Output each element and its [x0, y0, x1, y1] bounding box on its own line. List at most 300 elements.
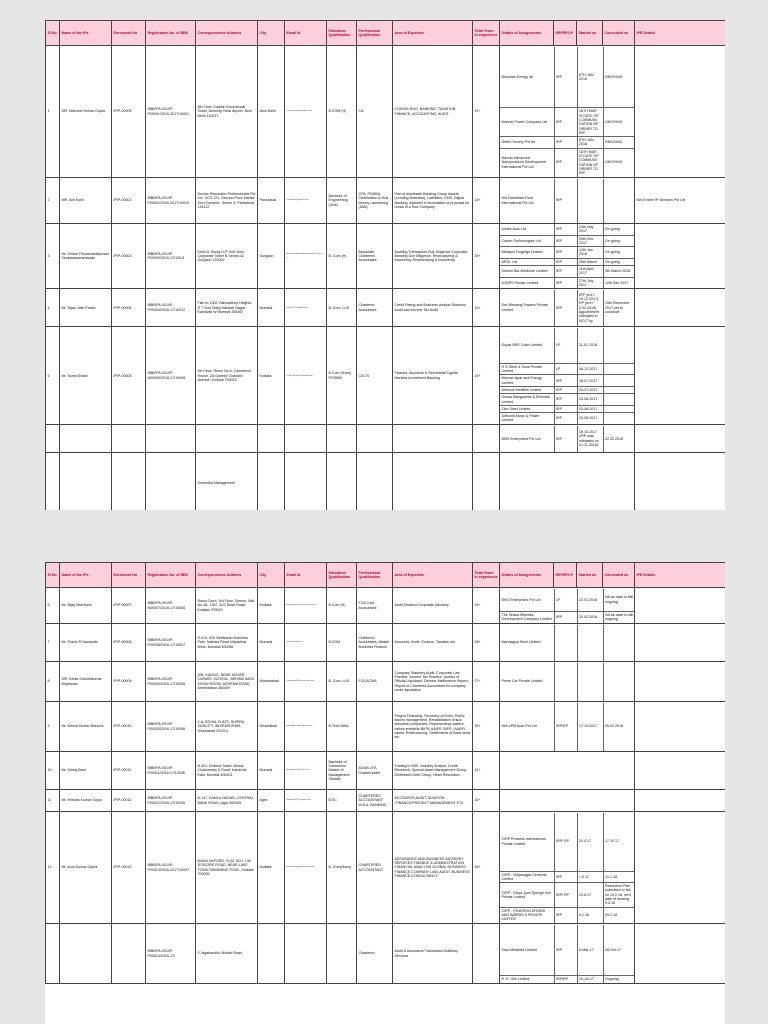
assignment-concluded-on: Resolution Plan submitted to NA on 19.2.18, next date of hearing 9.3.18: [603, 883, 635, 907]
area-of-expertise: ACCOUNTS,AUDIT,TAXATION ,FINANCE/PROJECT MANAGEMENT ETC.: [393, 790, 473, 812]
serial-number: 11: [46, 790, 60, 812]
ip-name: Mr. Tejas Jatin Parikh: [60, 289, 112, 327]
table-row: [46, 224, 726, 289]
table-row: [46, 425, 726, 453]
assignment-row: [500, 871, 635, 883]
enrolment-number: IP/P-00011: [112, 752, 146, 790]
assignment-row: [500, 179, 635, 223]
ip-name: Mr. Pravin R Navandar: [60, 624, 112, 662]
assignment-details: Navran Advanced Nanoproducts Development International Pvt Ltd: [500, 148, 554, 176]
table-row: [46, 46, 726, 178]
area-of-expertise: ASSURANCE AND BUSINESS ADVISORY SERVICES FINANCE & ADMINISTRATION FINANCIAL ANALYSIS GLOBAL BUSINESS FINANCE COMPANY LAW, AUDIT, BUSINESS FINANCE CONSULTANCY: [393, 812, 473, 924]
assignments-table: [500, 47, 635, 177]
education-qualification: B. Com(Hons): [327, 812, 357, 924]
assignments-cell: [500, 702, 635, 752]
assignment-started-on: 24-07-2017: [577, 386, 603, 393]
assignment-details: Castex Technologies Ltd: [500, 235, 554, 247]
document-page-1: [45, 20, 725, 510]
assignment-row: [500, 148, 635, 176]
assignment-role: IRP: [554, 148, 577, 176]
assignment-started-on: 1.5.17: [577, 871, 603, 883]
email-id: kediasub@kediaaccord.com: [285, 662, 327, 702]
professional-qualification: [357, 453, 393, 510]
correspondence-address: Flat no 1302 Vishwadeep Heights, R T Soni Marg Mahavir Nagar Kandivali W Mumbai 400067: [196, 289, 258, 327]
assignment-started-on: 17.10.2017: [577, 703, 603, 751]
assignment-details: The Orissa Minerals Development Company Limited: [500, 611, 554, 622]
assignment-role: IRP/RP: [554, 703, 577, 751]
total-years-experience: 32+: [473, 790, 500, 812]
assignment-role: IRP: [554, 277, 577, 288]
assignment-details: Prime Car Private Limited: [500, 663, 554, 701]
email-id: pravin@prnco.in: [285, 624, 327, 662]
ipe-details: [635, 702, 726, 752]
assignment-concluded-on: [603, 328, 635, 364]
column-header: Details of Assignments: [500, 21, 554, 46]
assignment-role: IRP: [554, 611, 577, 622]
table-row: [46, 702, 726, 752]
assignment-started-on: 03-08-2017: [577, 413, 603, 424]
enrolment-number: IP/P-00003: [112, 224, 146, 289]
assignment-row: [500, 883, 635, 907]
ip-table: [45, 562, 725, 984]
total-years-experience: 35+: [473, 702, 500, 752]
assignment-row: [500, 925, 635, 976]
area-of-expertise: [393, 453, 473, 510]
assignment-role: IRP: [554, 426, 577, 452]
assignments-cell: [500, 790, 635, 812]
assignment-role: IRP: [554, 108, 577, 137]
assignment-details: Gettit Grocery Pvt ltd: [500, 137, 554, 149]
assignments-cell: [500, 224, 635, 289]
education-qualification: B Com (Hons) PGDBM: [327, 327, 357, 425]
assignment-started-on: 20-Jul-17: [577, 976, 603, 983]
assignment-details: BHD Enterprises Pvt Ltd: [500, 426, 554, 452]
assignment-concluded-on: ONGOING: [603, 108, 635, 137]
professional-qualification: FCA Cost Accountant: [357, 588, 393, 624]
assignment-details: ARGL Ltd: [500, 258, 554, 265]
email-id: [285, 453, 327, 510]
ip-name: Mr. Bijay Murmuria: [60, 588, 112, 624]
assignment-started-on: IRP (w.e.f 15.12.2017) RP (w.e.f 2.02.2018) Appointment intimated to NCLT by: [577, 290, 603, 326]
column-header: Enrolment No: [112, 21, 146, 46]
ipe-details: [635, 327, 726, 425]
assignment-started-on: 27th July 2017: [577, 277, 603, 288]
area-of-expertise: Part of wholesale Banking Group Assets (Lending Business), Liabilities, CMS, Digital Banking. Assisted in formulation of proposal for rehab of a Sick Company: [393, 178, 473, 224]
total-years-experience: 24+: [473, 588, 500, 624]
assignment-row: [500, 258, 635, 265]
table-row: [46, 752, 726, 790]
ip-name: Mr. Sumit Binani: [60, 327, 112, 425]
assignment-details: Bhushan Energy ltd: [500, 47, 554, 108]
assignment-details: M/s UPM Auto Pvt Ltd: [500, 703, 554, 751]
professional-qualification: Associate Chartered Accountant: [357, 224, 393, 289]
assignment-started-on: 24th July 2017: [577, 224, 603, 235]
total-years-experience: [473, 425, 500, 453]
assignment-row: [500, 813, 635, 872]
city: Ghaziabad: [258, 702, 285, 752]
email-id: sumit_binani@hotmail.com: [285, 327, 327, 425]
assignment-concluded-on: [603, 386, 635, 393]
area-of-expertise: Trading in BSE, Industry Analyst, Credit Research, Special Asset Management Group, Distressed Debt Group, Head Resolution: [393, 752, 473, 790]
ipe-details: [635, 662, 726, 702]
education-qualification: B.Com (H): [327, 588, 357, 624]
area-of-expertise: Project Financing, Recovery of Dues, Public Issues management, Rehabilitation of sick industrial companies, Representing matters before erstwhile BIFR/ AAIFR, BIFR / AAIFR cases, Restructuring, Settlements of Bank dues etc: [393, 702, 473, 752]
registration-number: IBBI/IPA-001/IP-P00011/2016-17/10035: [146, 752, 196, 790]
assignment-row: [500, 663, 635, 701]
column-header: IRP/RP/LP: [554, 21, 577, 46]
ipe-details: [635, 752, 726, 790]
assignment-details: Zion Steel Limited: [500, 405, 554, 412]
ip-name: [60, 924, 112, 984]
assignments-table: [500, 625, 635, 661]
column-header: Enrolment No: [112, 563, 146, 588]
ipe-details: M/s Ember IP Services Pvt Ltd: [635, 178, 726, 224]
assignment-row: [500, 976, 635, 983]
assignment-details: BHD Enterprises Pvt Ltd: [500, 589, 554, 612]
assignment-concluded-on: NA as case is still ongoing: [603, 589, 635, 612]
table-body: [46, 46, 726, 511]
ip-name: [60, 425, 112, 453]
assignment-concluded-on: ONGOING: [603, 137, 635, 149]
total-years-experience: 18+: [473, 178, 500, 224]
assignment-details: Siwo Metallics Limited: [500, 925, 554, 976]
assignment-role: IRP: [554, 137, 577, 149]
area-of-expertise: Audit,Taxation,Corporate Advisory: [393, 588, 473, 624]
assignment-started-on: 18-07-2017: [577, 375, 603, 387]
enrolment-number: IP/P-00004: [112, 289, 146, 327]
assignment-started-on: 9-Mar-17: [577, 925, 603, 976]
total-years-experience: 31+: [473, 752, 500, 790]
enrolment-number: IP/P-00009: [112, 662, 146, 702]
assignments-cell: [500, 812, 635, 924]
serial-number: 10: [46, 752, 60, 790]
table-row: [46, 289, 726, 327]
assignment-row: [500, 703, 635, 751]
assignment-role: IRP: [554, 871, 577, 883]
assignment-row: [500, 413, 635, 424]
assignments-cell: [500, 662, 635, 702]
ipe-details: [635, 812, 726, 924]
assignment-started-on: 16TH MAR IS DATE OF COMMUNI CATION OF ORDER TO IRP: [577, 108, 603, 137]
registration-number: IBBI/IPA-001/IP-P00010/2016-17/10056: [146, 702, 196, 752]
assignment-details: Sharon Bio-Medicine Limited: [500, 266, 554, 278]
assignment-role: LP: [554, 328, 577, 364]
total-years-experience: [473, 924, 500, 984]
assignment-concluded-on: [603, 394, 635, 406]
city: Agra: [258, 790, 285, 812]
correspondence-address: [196, 425, 258, 453]
education-qualification: [327, 425, 357, 453]
column-header: IPE Details: [635, 563, 726, 588]
correspondence-address: 205, KALING, NEAR MOUNT CARMEL SCHOOL, BEHIND BATA SHOW ROOM, ASHRAM ROAD, Ahmedabad 380009: [196, 662, 258, 702]
ip-name: [60, 453, 112, 510]
education-qualification: B. Com, LLB: [327, 662, 357, 702]
city: Ahmedabad: [258, 662, 285, 702]
city: Kolkata: [258, 588, 285, 624]
column-header: Started on: [577, 563, 603, 588]
serial-number: 4: [46, 289, 60, 327]
assignments-cell: [500, 425, 635, 453]
serial-number: [46, 425, 60, 453]
assignment-details: Adhunik Metaliks Limited: [500, 386, 554, 393]
ip-name: MR. Kedia Subodhkumar Brijmohan: [60, 662, 112, 702]
assignment-role: LP: [554, 363, 577, 375]
assignments-table: [500, 179, 635, 223]
email-id: kkgoyal1947@gmail.com: [285, 790, 327, 812]
area-of-expertise: Auditing Transaction Due Diligence Corporate Banking Due Diligence, Restructuring & Insolvency Restructuring & Insolvency: [393, 224, 473, 289]
professional-qualification: FCA ACMA: [357, 662, 393, 702]
assignment-role: IRP: [554, 179, 577, 223]
education-qualification: B.COM (H): [327, 46, 357, 178]
assignment-row: [500, 375, 635, 387]
city: Panchkula: [258, 178, 285, 224]
assignments-cell: [500, 178, 635, 224]
assignment-row: [500, 108, 635, 137]
enrolment-number: [112, 425, 146, 453]
city: Kolkata: [258, 327, 285, 425]
column-header: IPE Details: [635, 21, 726, 46]
column-header: Sl No: [46, 563, 60, 588]
professional-qualification: Chartered: [357, 924, 393, 984]
assignment-started-on: 26th March: [577, 258, 603, 265]
serial-number: [46, 924, 60, 984]
document-page-2: [45, 562, 725, 1024]
assignment-started-on: 03-08-2017: [577, 405, 603, 412]
assignment-details: Dev Blessing Traders Private Limited: [500, 290, 554, 326]
assignment-started-on: 20th Dec 2017: [577, 235, 603, 247]
assignment-details: Marmagoa Steel Limited: [500, 625, 554, 661]
professional-qualification: CFA, PGDBA, Certification in Anti Money Laundering (AML): [357, 178, 393, 224]
column-header: Registration No. of IBBI: [146, 563, 196, 588]
email-id: bijaymurmuria@murmuria.com: [285, 588, 327, 624]
serial-number: 7: [46, 624, 60, 662]
enrolment-number: IP/P-00012: [112, 790, 146, 812]
registration-number: [146, 453, 196, 510]
serial-number: 8: [46, 662, 60, 702]
assignment-started-on: [577, 663, 603, 701]
header-row: [46, 21, 726, 46]
assignment-started-on: 11-01-2018: [577, 328, 603, 364]
registration-number: IBBI/IPA-001/IP-P00008/2016-17/10007: [146, 624, 196, 662]
column-header: Professional Qualification: [357, 563, 393, 588]
serial-number: 12: [46, 812, 60, 924]
assignments-table: [500, 703, 635, 751]
assignment-role: IRP/ RP: [554, 813, 577, 872]
assignment-role: LP: [554, 589, 577, 612]
column-header: Correspondence Address: [196, 563, 258, 588]
column-header: Sl No: [46, 21, 60, 46]
assignment-role: IRP: [554, 375, 577, 387]
assignments-cell: [500, 46, 635, 178]
assignment-role: IRP: [554, 386, 577, 393]
column-header: Name of the IPs: [60, 563, 112, 588]
assignment-role: IRP: [554, 235, 577, 247]
table-row: [46, 453, 726, 510]
table-body: [46, 588, 726, 984]
ipe-details: [635, 453, 726, 510]
city: Gurgaon: [258, 224, 285, 289]
column-header: Started on: [577, 21, 603, 46]
professional-qualification: ACMA CFA Charterholder: [357, 752, 393, 790]
assignments-table: [500, 589, 635, 623]
education-qualification: B. Com, LLB: [327, 289, 357, 327]
city: [258, 924, 285, 984]
ip-name: Mr. Dinkar Tiruvannadapuram Venkatasubramanian: [60, 224, 112, 289]
assignment-concluded-on: On going: [603, 258, 635, 265]
ipe-details: [635, 790, 726, 812]
column-header: Area of Expertise: [393, 21, 473, 46]
assignment-concluded-on: [603, 179, 635, 223]
area-of-expertise: Accounts, Audit, Finance, Taxation etc.: [393, 624, 473, 662]
assignment-concluded-on: [603, 405, 635, 412]
assignment-details: R. K. Oils Limited: [500, 976, 554, 983]
assignment-concluded-on: [603, 363, 635, 375]
total-years-experience: 28+: [473, 624, 500, 662]
assignment-role: IRP: [554, 413, 577, 424]
assignment-concluded-on: ONGOING: [605, 160, 623, 165]
column-header: City: [258, 563, 285, 588]
correspondence-address: Rasoi Court, 3rd Floor, Towers, Salt No 4A, 1367, AJC Bose Road, Kolkata 700020: [196, 588, 258, 624]
assignment-details: R G Steel & Sons Private Limited: [500, 363, 554, 375]
assignment-row: [500, 363, 635, 375]
city: Mumbai: [258, 752, 285, 790]
assignment-row: [500, 247, 635, 259]
assignments-table: [500, 224, 635, 288]
assignment-role: [554, 663, 577, 701]
assignment-started-on: 20.4.17: [577, 813, 603, 872]
total-years-experience: [473, 453, 500, 510]
total-years-experience: 27+: [473, 662, 500, 702]
city: New Delhi: [258, 46, 285, 178]
assignments-cell: [500, 924, 635, 984]
serial-number: 9: [46, 702, 60, 752]
assignment-started-on: 12th Jan 2018: [577, 247, 603, 259]
ip-table: [45, 20, 725, 510]
education-qualification: B.Tech MBA: [327, 702, 357, 752]
assignment-details: CIRP - PEARSON DRUMS AND BARRELS PRIVATE LIMITED: [500, 907, 554, 922]
enrolment-number: IP/P-00008: [112, 624, 146, 662]
assignment-concluded-on: [603, 413, 635, 424]
assignments-cell: [500, 453, 635, 510]
assignment-concluded-on: 29.1.18: [605, 912, 617, 917]
registration-number: IBBI/IPA-001/IP-P00012/2016-17/10036: [146, 790, 196, 812]
registration-number: IBBI/IPA-001/IP-P00003/2016-17/10011: [146, 224, 196, 289]
correspondence-address: AVANI OXFORD, FLAT 5CH, 136 JESSORE ROAD, NEAR LAKE TOWN SWIMMING POOL, Kolkata 700055: [196, 812, 258, 924]
professional-qualification: CA: [357, 46, 393, 178]
assignments-table: [500, 813, 635, 923]
enrolment-number: [112, 453, 146, 510]
assignment-started-on: 16.10.2017 (IRP was intimated on 01.11.2018): [577, 426, 603, 452]
ip-name: MR. Navneet Kumar Gupta: [60, 46, 112, 178]
education-qualification: [327, 453, 357, 510]
area-of-expertise: CONSULTING, BANKING, TAXATION, FINANCE, ACCOUNTING, AUDIT: [393, 46, 473, 178]
assignment-concluded-on: [603, 375, 635, 387]
city: [258, 453, 285, 510]
correspondence-address: 4th Floor, Room No 6, Commerce House, 2A Ganesh Chandra Avenue, Kolkata 700013: [196, 327, 258, 425]
assignment-concluded-on: On going: [603, 224, 635, 235]
area-of-expertise: Company Statutory Audit, Corporate Law Practice, Income Tax Practice, Auditor of Official Liquidator, Director Melliorance Report, Report of Chartered Accountant for company under liquidation: [393, 662, 473, 702]
assignment-details: M/s Ramdhan Food International Pvt Ltd: [500, 179, 554, 223]
column-header: Name of the IPs: [60, 21, 112, 46]
correspondence-address: 5th Floor, Caddie Commercial Tower, Aerocity, Near Airport, New Delhi 110037: [196, 46, 258, 178]
email-id: dinkar.venkatasubramanian@in.ey.com: [285, 224, 327, 289]
serial-number: 3: [46, 224, 60, 289]
assignment-row: [500, 611, 635, 622]
assignment-role: IRP: [554, 405, 577, 412]
assignment-started-on: 22.02.2018: [577, 589, 603, 612]
ip-name: Mr. Nirmal Kumar Bhesoni: [60, 702, 112, 752]
assignment-details: CIRP Prowess International Private Limited: [500, 813, 554, 872]
assignment-row: [500, 394, 635, 406]
total-years-experience: 20+: [473, 327, 500, 425]
assignment-started-on: 23.8.17: [577, 883, 603, 907]
column-header: Details of Assignments: [500, 563, 554, 588]
professional-qualification: [357, 425, 393, 453]
table-row: [46, 327, 726, 425]
area-of-expertise: Credit Rating and Business Analyst Statutory Audit and Income Tax Audit: [393, 289, 473, 327]
assignment-started-on: 06-12-2017: [577, 363, 603, 375]
city: Kolkata: [258, 812, 285, 924]
assignment-started-on: [577, 179, 603, 223]
assignments-cell: [500, 289, 635, 327]
assignment-row: [500, 266, 635, 278]
assignment-row: [500, 386, 635, 393]
assignments-table: [500, 925, 635, 983]
assignment-details: Orissa Manganese & Minerals Limited: [500, 394, 554, 406]
assignment-role: IRP: [554, 266, 577, 278]
assignment-details: CIRP - Divya Jyoti Sponge Iron Private Limited: [500, 883, 554, 907]
assignment-concluded-on: [603, 625, 635, 661]
assignment-started-on: 11th April 2017: [577, 266, 603, 278]
assignment-started-on: 16TH MAR IS DATE OF COMMUNI CATION OF ORDER TO IRP: [577, 148, 603, 176]
total-years-experience: 36+: [473, 812, 500, 924]
registration-number: IBBI/IPA-001/IP-P00004/2016-17/10012: [146, 289, 196, 327]
assignment-row: [500, 426, 635, 452]
column-header: City: [258, 21, 285, 46]
education-qualification: B.COM: [327, 624, 357, 662]
column-header: Total Years in experience: [473, 563, 500, 588]
assignments-table: [500, 663, 635, 701]
column-header: Concluded on: [603, 563, 635, 588]
serial-number: [46, 453, 60, 510]
table-row: [46, 178, 726, 224]
assignment-row: [500, 137, 635, 149]
assignment-concluded-on: 31.1.18: [603, 871, 635, 883]
table-row: [46, 662, 726, 702]
assignment-role: IRP/ RP: [554, 883, 577, 907]
assignment-role: [554, 625, 577, 661]
registration-number: IBBI/IPA-001/IP-P00014/2016-17/: [146, 924, 196, 984]
ipe-details: [635, 46, 726, 178]
email-id: navneetgupta@gmail.com: [285, 46, 327, 178]
ipe-details: [635, 924, 726, 984]
assignment-details: CIRP - Vidyasagar Cements Limited: [500, 871, 554, 883]
table-row: [46, 924, 726, 984]
column-header: Concluded on: [603, 21, 635, 46]
assignment-row: [500, 625, 635, 661]
enrolment-number: IP/P-00007: [112, 588, 146, 624]
professional-qualification: CA CS: [357, 327, 393, 425]
correspondence-address: Sumedha Management: [196, 453, 258, 510]
assignment-role: IRP: [554, 247, 577, 259]
education-qualification: Bachelor of Engineering (Civil): [327, 178, 357, 224]
assignment-concluded-on: [603, 663, 635, 701]
city: [258, 425, 285, 453]
assignment-row: [500, 277, 635, 288]
ip-name: Mr. Arun Kumar Gupta: [60, 812, 112, 924]
education-qualification: Bachelor of Commerce Master of Management Studies: [327, 752, 357, 790]
assignment-started-on: 8TH JAN 2018: [577, 137, 603, 149]
